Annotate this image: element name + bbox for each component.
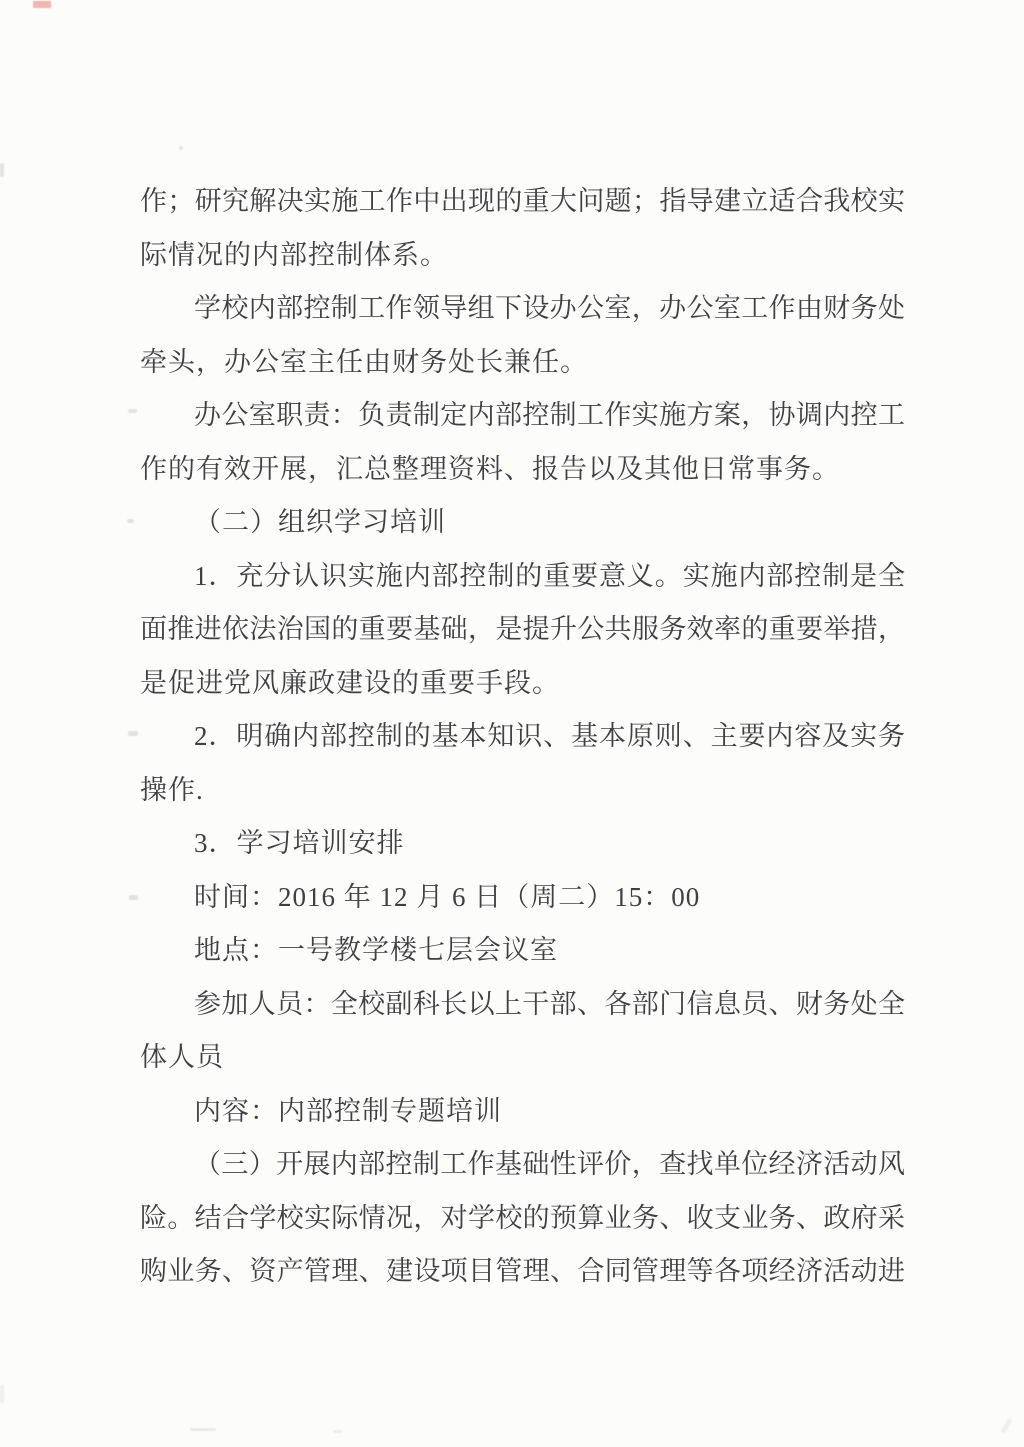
text-line: 险。结合学校实际情况，对学校的预算业务、收支业务、政府采 [140,1202,905,1233]
scan-noise-mark [128,409,137,413]
text-line: 时间：2016 年 12 月 6 日（周二）15：00 [194,881,701,912]
text-line: 牵头，办公室主任由财务处长兼任。 [140,346,588,377]
text-line: 购业务、资产管理、建设项目管理、合同管理等各项经济活动进 [140,1256,905,1286]
text-line: 内容：内部控制专题培训 [194,1095,502,1126]
scan-noise-mark [1000,1418,1012,1434]
text-line: 地点：一号教学楼七层会议室 [194,935,558,965]
text-line: 作；研究解决实施工作中出现的重大问题；指导建立适合我校实 [140,186,905,216]
text-line: 作的有效开展，汇总整理资料、报告以及其他日常事务。 [140,453,840,484]
scan-noise-mark [333,1430,342,1433]
text-line: 体人员 [140,1042,224,1072]
text-line: （三）开展内部控制工作基础性评价，查找单位经济活动风 [194,1149,905,1179]
scan-artifact-red-mark [33,1,51,8]
text-line: 操作. [140,774,204,805]
scan-noise-mark [0,163,4,177]
scan-noise-mark [0,1385,4,1403]
text-line: 是促进党风廉政建设的重要手段。 [140,667,560,698]
text-line: 参加人员：全校副科长以上干部、各部门信息员、财务处全 [194,988,905,1019]
scan-noise-mark [190,1428,216,1431]
document-body [140,175,905,1299]
scan-noise-mark [127,519,134,523]
scan-noise-mark [128,731,138,736]
text-line: 3．学习培训安排 [194,828,405,858]
scan-noise-mark [179,146,183,150]
text-line: 学校内部控制工作领导组下设办公室，办公室工作由财务处 [194,293,905,323]
scan-noise-mark [129,895,138,900]
text-line: 1．充分认识实施内部控制的重要意义。实施内部控制是全 [194,560,905,591]
text-line: 际情况的内部控制体系。 [140,239,448,270]
text-line: （二）组织学习培训 [194,507,446,537]
text-line: 2．明确内部控制的基本知识、基本原则、主要内容及实务 [194,721,905,751]
text-line: 办公室职责：负责制定内部控制工作实施方案，协调内控工 [194,400,905,430]
text-line: 面推进依法治国的重要基础，是提升公共服务效率的重要举措， [140,614,905,644]
